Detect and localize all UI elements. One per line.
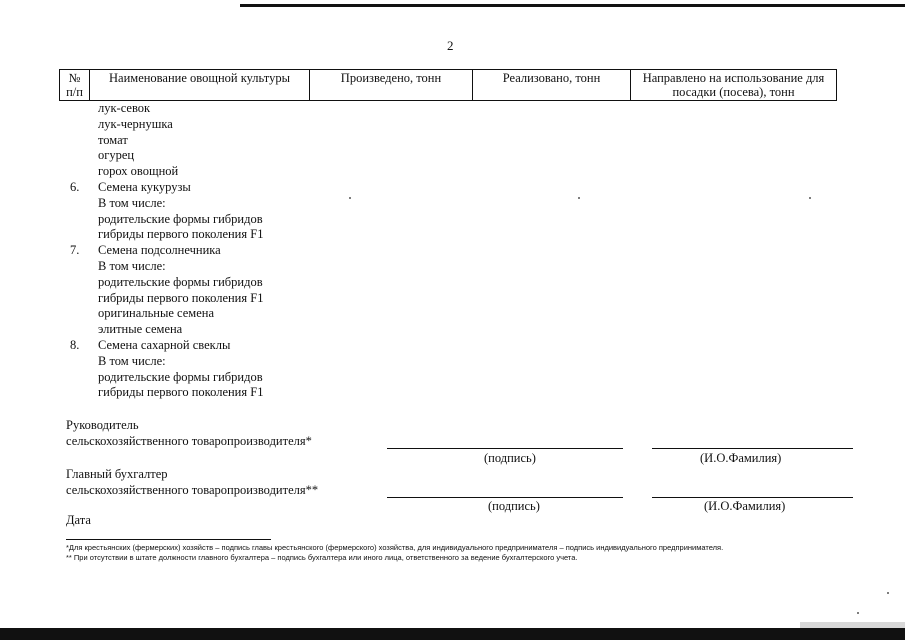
head-signature-caption: (подпись) <box>484 451 536 465</box>
accountant-title-continued: сельскохозяйственного товаропроизводителя** <box>66 483 319 497</box>
crop-row-label: оригинальные семена <box>98 306 214 321</box>
col-produced-header: Произведено, тонн <box>310 70 473 101</box>
crop-row-label: лук-севок <box>98 101 151 115</box>
footnote-2: ** При отсутствии в штате должности главного бухгалтера – подпись бухгалтера или иного лица, ответственного за ведение бухгалтерского учета. <box>66 553 578 562</box>
head-title-continued: сельскохозяйственного товаропроизводителя* <box>66 434 312 448</box>
crop-row-label: В том числе: <box>98 259 166 273</box>
crop-row-number: 7. <box>70 243 80 258</box>
crop-row-label: горох овощной <box>98 164 179 179</box>
col-number-header: № п/п <box>60 70 90 101</box>
crop-row-label: Семена подсолнечника <box>98 243 221 258</box>
scan-speck <box>887 592 889 594</box>
crop-row-label: лук-чернушка <box>98 116 173 131</box>
head-name-caption: (И.О.Фамилия) <box>700 451 782 465</box>
col-crop-name-header: Наименование овощной культуры <box>90 70 310 101</box>
page-number: 2 <box>447 38 454 53</box>
footnote-1: *Для крестьянских (фермерских) хозяйств – подпись главы крестьянского (фермерского) хозяйства, для индивидуального предпринимателя – подпись индивидуального предпринимателя. <box>66 543 724 552</box>
scan-top-edge <box>240 4 905 7</box>
crop-row-number: 6. <box>70 180 80 194</box>
footnote-separator <box>66 539 271 540</box>
crop-row-label: Семена сахарной свеклы <box>98 338 231 352</box>
date-label: Дата <box>66 513 91 527</box>
crop-row-label: родительские формы гибридов <box>98 211 263 226</box>
accountant-name-line <box>652 497 853 498</box>
crop-row-label: элитные семена <box>98 322 183 337</box>
crop-row-label: Семена кукурузы <box>98 180 191 194</box>
crop-row-label: В том числе: <box>98 195 166 210</box>
crop-row-label: родительские формы гибридов <box>98 369 263 384</box>
scan-bottom-edge <box>0 628 905 640</box>
col-planting-header: Направлено на использование для посадки (посева), тонн <box>631 70 837 101</box>
crop-row-label: гибриды первого поколения F1 <box>98 227 264 242</box>
col-sold-header: Реализовано, тонн <box>473 70 631 101</box>
scan-speck <box>857 612 859 614</box>
crop-row-label: В том числе: <box>98 353 166 368</box>
accountant-signature-line <box>387 497 623 498</box>
crop-row-label: родительские формы гибридов <box>98 274 263 289</box>
crop-row-number: 8. <box>70 338 80 352</box>
scan-speck <box>809 197 811 199</box>
scan-speck <box>578 197 580 199</box>
crop-row-label: томат <box>98 132 128 147</box>
crop-row-label: гибриды первого поколения F1 <box>98 385 264 400</box>
scan-speck <box>349 197 351 199</box>
head-signature-line <box>387 448 623 449</box>
head-name-line <box>652 448 853 449</box>
crop-row-label: огурец <box>98 148 135 163</box>
accountant-signature-caption: (подпись) <box>488 499 540 513</box>
table-header <box>59 69 837 101</box>
head-title: Руководитель <box>66 418 139 432</box>
accountant-name-caption: (И.О.Фамилия) <box>704 499 786 513</box>
accountant-title: Главный бухгалтер <box>66 467 168 481</box>
crop-row-label: гибриды первого поколения F1 <box>98 290 264 305</box>
